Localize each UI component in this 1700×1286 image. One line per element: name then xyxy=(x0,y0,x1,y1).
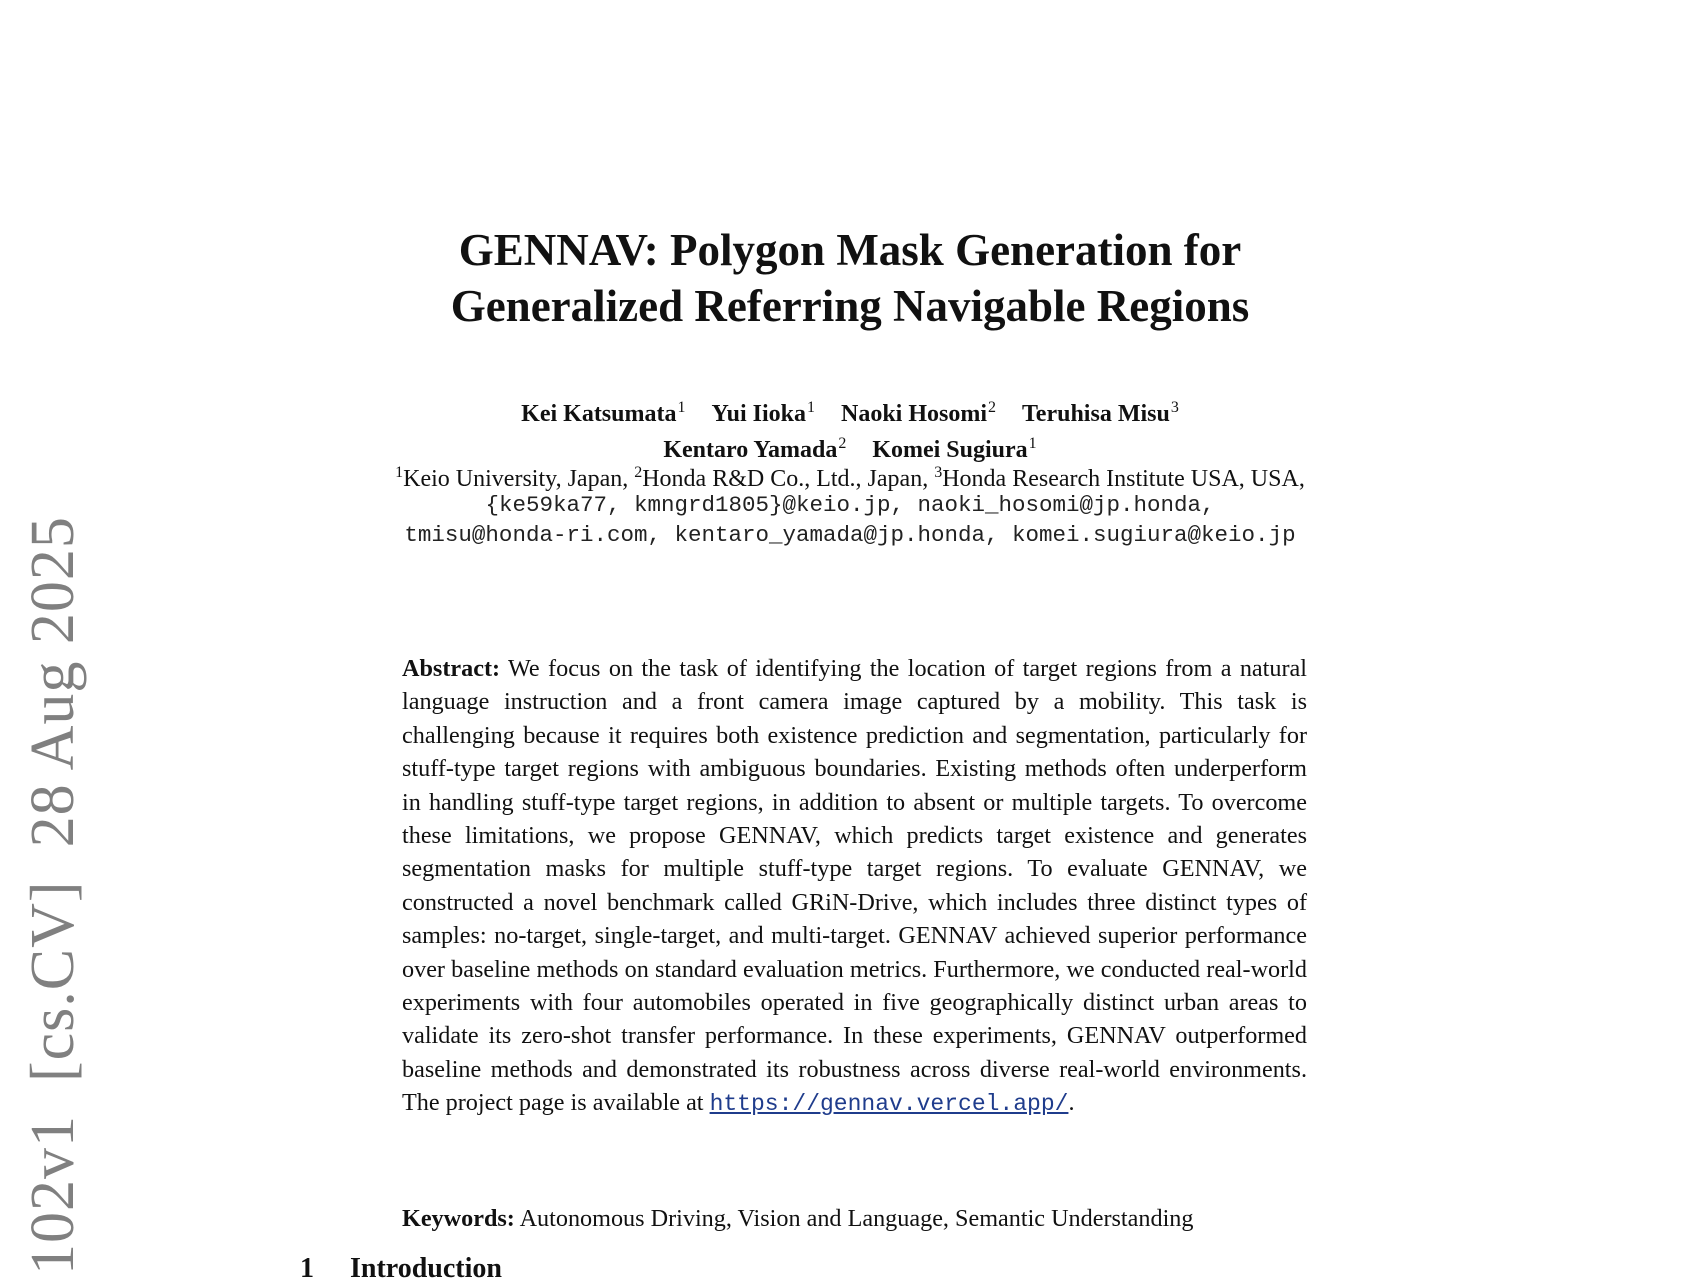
section-heading-introduction xyxy=(300,1252,502,1286)
author: Komei Sugiura$^1$ xyxy=(872,435,1037,463)
arxiv-id: 102v1 xyxy=(19,1115,87,1275)
affiliations: $^1$Keio University, Japan, $^2$Honda R&D Co., Ltd., Japan, $^3$Honda Research Institute USA, USA, xyxy=(395,464,1305,492)
author-row-1 xyxy=(0,393,1700,429)
author-list xyxy=(0,393,1700,465)
affiliation: Honda Research Institute USA, USA, xyxy=(942,466,1305,492)
email-line-2: tmisu@honda-ri.com, kentaro_yamada@jp.honda, komei.sugiura@keio.jp xyxy=(404,522,1296,548)
project-page-link[interactable]: https://gennav.vercel.app/ xyxy=(709,1091,1069,1118)
arxiv-date: 28 Aug 2025 xyxy=(19,516,87,848)
title-line-2: Generalized Referring Navigable Regions xyxy=(450,281,1250,331)
author: Kei Katsumata$^1$ xyxy=(521,399,686,427)
author: Teruhisa Misu$^3$ xyxy=(1022,399,1179,427)
abstract-text: We focus on the task of identifying the location of target regions from a natural language instruction and a front camera image captured by a mobility. This task is challenging because it requires both existence prediction and segmentation, particularly for stuff-type target regions with ambiguous boundaries. Existing methods often underperform in handling stuff-type target regions, in addition to absent or multiple targets. To overcome these limitations, we propose GENNAV, which predicts target existence and generates segmentation masks for multiple stuff-type target regions. To evaluate GENNAV, we constructed a novel benchmark called GRiN-Drive, which includes three distinct types of samples: no-target, single-target, and multi-target. GENNAV achieved superior performance over baseline methods on standard evaluation metrics. Furthermore, we conducted real-world experiments with four automobiles operated in five geographically distinct urban areas to validate its zero-shot transfer performance. In these experiments, GENNAV outperformed baseline methods and demonstrated its robustness across diverse real-world environments. The project page is available at xyxy=(402,655,1307,1117)
paper-title xyxy=(0,222,1700,334)
affiliation: Honda R&D Co., Ltd., Japan, xyxy=(642,466,935,492)
email-line-1: {ke59ka77, kmngrd1805}@keio.jp, naoki_hosomi@jp.honda, xyxy=(485,492,1215,518)
author-emails xyxy=(0,490,1700,550)
keywords-text: Autonomous Driving, Vision and Language, Semantic Understanding xyxy=(519,1205,1194,1232)
keywords-label: Keywords: xyxy=(402,1205,515,1232)
section-title: Introduction xyxy=(350,1253,502,1284)
affiliation: Keio University, Japan, xyxy=(403,466,635,492)
abstract: Abstract: We focus on the task of identifying the location of target regions from a natural language instruction and a front camera image captured by a mobility. This task is challenging because it requires both existence prediction and segmentation, particularly for stuff-type target regions with ambiguous boundaries. Existing methods often underperform in handling stuff-type target regions, in addition to absent or multiple targets. To overcome these limitations, we propose GENNAV, which predicts target existence and generates segmentation masks for multiple stuff-type target regions. To evaluate GENNAV, we constructed a novel benchmark called GRiN-Drive, which includes three distinct types of samples: no-target, single-target, and multi-target. GENNAV achieved superior performance over baseline methods on standard evaluation metrics. Furthermore, we conducted real-world experiments with four automobiles operated in five geographically distinct urban areas to validate its zero-shot transfer performance. In these experiments, GENNAV outperformed baseline methods and demonstrated its robustness across diverse real-world environments. The project page is available at https://gennav.vercel.app/. xyxy=(402,655,1307,1118)
title-line-1: GENNAV: Polygon Mask Generation for xyxy=(458,225,1242,275)
arxiv-category: [cs.CV] xyxy=(19,880,87,1082)
arxiv-identifier-stamp xyxy=(19,516,87,1275)
section-number: 1 xyxy=(300,1253,314,1284)
abstract-label: Abstract: xyxy=(402,655,501,682)
keywords xyxy=(402,1202,1307,1235)
author: Naoki Hosomi$^2$ xyxy=(840,399,996,427)
author: Yui Iioka$^1$ xyxy=(711,399,815,427)
author: Kentaro Yamada$^2$ xyxy=(663,435,847,463)
